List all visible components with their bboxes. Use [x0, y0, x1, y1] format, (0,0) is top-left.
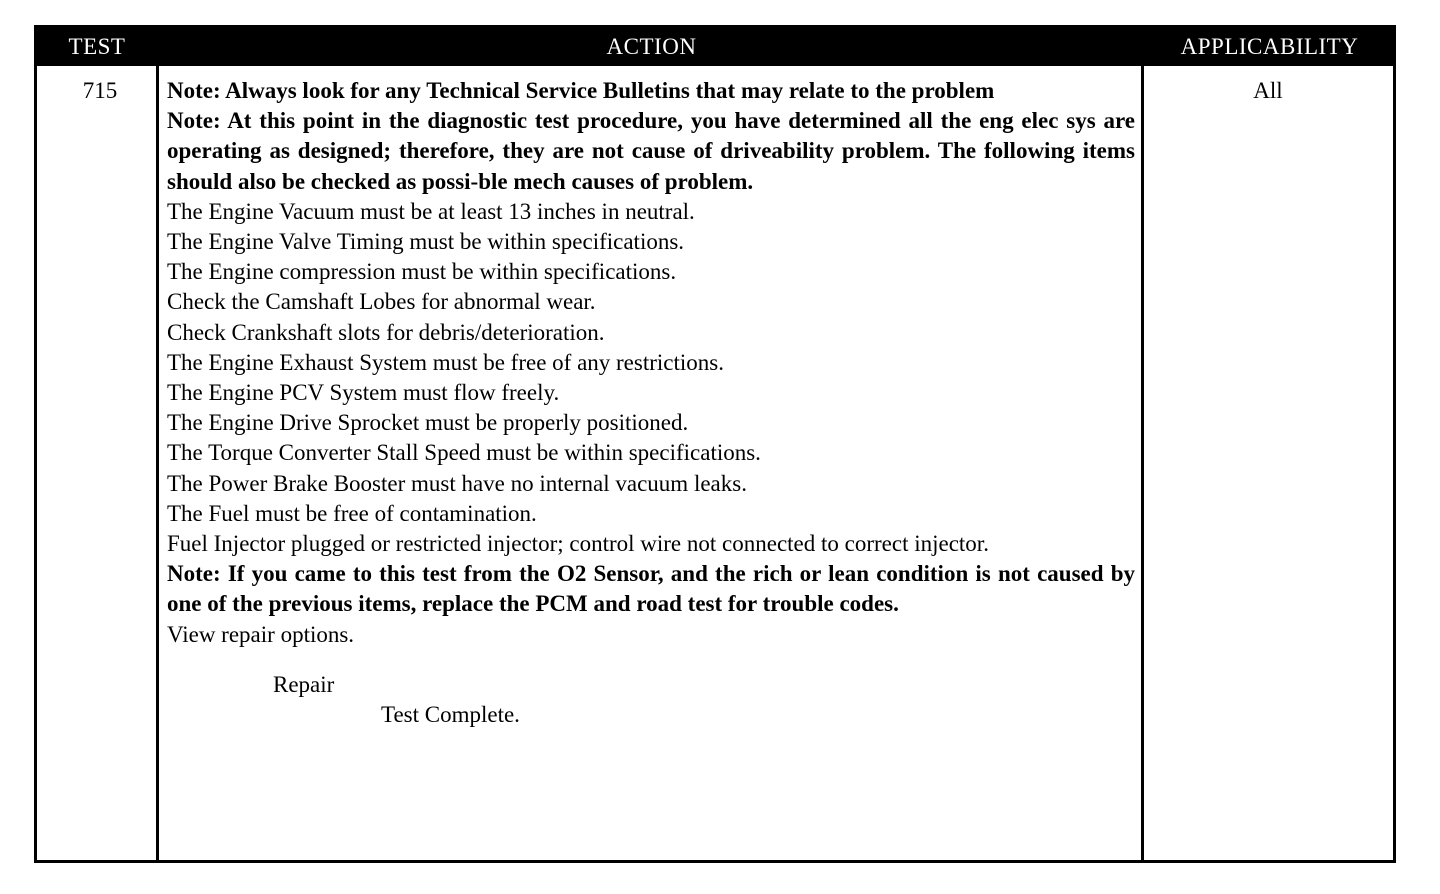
- check-item: The Engine Valve Timing must be within specifications.: [167, 229, 685, 255]
- check-item: Fuel Injector plugged or restricted injector; control wire not connected to correct injector.: [167, 531, 989, 557]
- check-item: Check the Camshaft Lobes for abnormal wear.: [167, 289, 596, 315]
- test-complete-link[interactable]: Test Complete.: [381, 702, 520, 728]
- table-header-row: [37, 28, 1393, 66]
- check-item: The Engine PCV System must flow freely.: [167, 380, 560, 406]
- check-item: The Torque Converter Stall Speed must be within specifications.: [167, 440, 761, 466]
- header-applicability: APPLICABILITY: [1180, 34, 1359, 59]
- check-item: Check Crankshaft slots for debris/deterioration.: [167, 319, 605, 345]
- diagnostic-note: Note: At this point in the diagnostic test procedure, you have determined all the eng elec sys are operating as designed; therefore, they are not cause of driveability problem. The following items should also be checked as possi-ble mech causes of problem.: [167, 108, 1135, 194]
- header-action: ACTION: [606, 34, 697, 59]
- check-item: The Engine Exhaust System must be free of any restrictions.: [167, 349, 724, 375]
- repair-link[interactable]: Repair: [273, 671, 335, 697]
- diagnostic-table: [34, 25, 1396, 863]
- o2-sensor-note: Note: If you came to this test from the O2 Sensor, and the rich or lean condition is not caused by one of the previous items, replace the PCM and road test for trouble codes.: [167, 561, 1135, 617]
- check-item: The Engine Drive Sprocket must be properly positioned.: [167, 410, 689, 436]
- check-item: The Engine Vacuum must be at least 13 inches in neutral.: [167, 198, 695, 224]
- column-divider: [156, 28, 159, 860]
- check-item: The Engine compression must be within specifications.: [167, 259, 677, 285]
- check-item: The Fuel must be free of contamination.: [167, 500, 537, 526]
- applicability-value: All: [1253, 78, 1283, 103]
- view-repair-link[interactable]: View repair options.: [167, 621, 355, 647]
- action-cell: [167, 76, 1135, 730]
- check-item: The Power Brake Booster must have no internal vacuum leaks.: [167, 470, 747, 496]
- header-test: TEST: [68, 34, 126, 59]
- spacer: [167, 650, 1135, 670]
- column-divider: [1141, 28, 1144, 860]
- tsb-note: Note: Always look for any Technical Service Bulletins that may relate to the problem: [167, 78, 995, 103]
- test-number: 715: [82, 78, 118, 103]
